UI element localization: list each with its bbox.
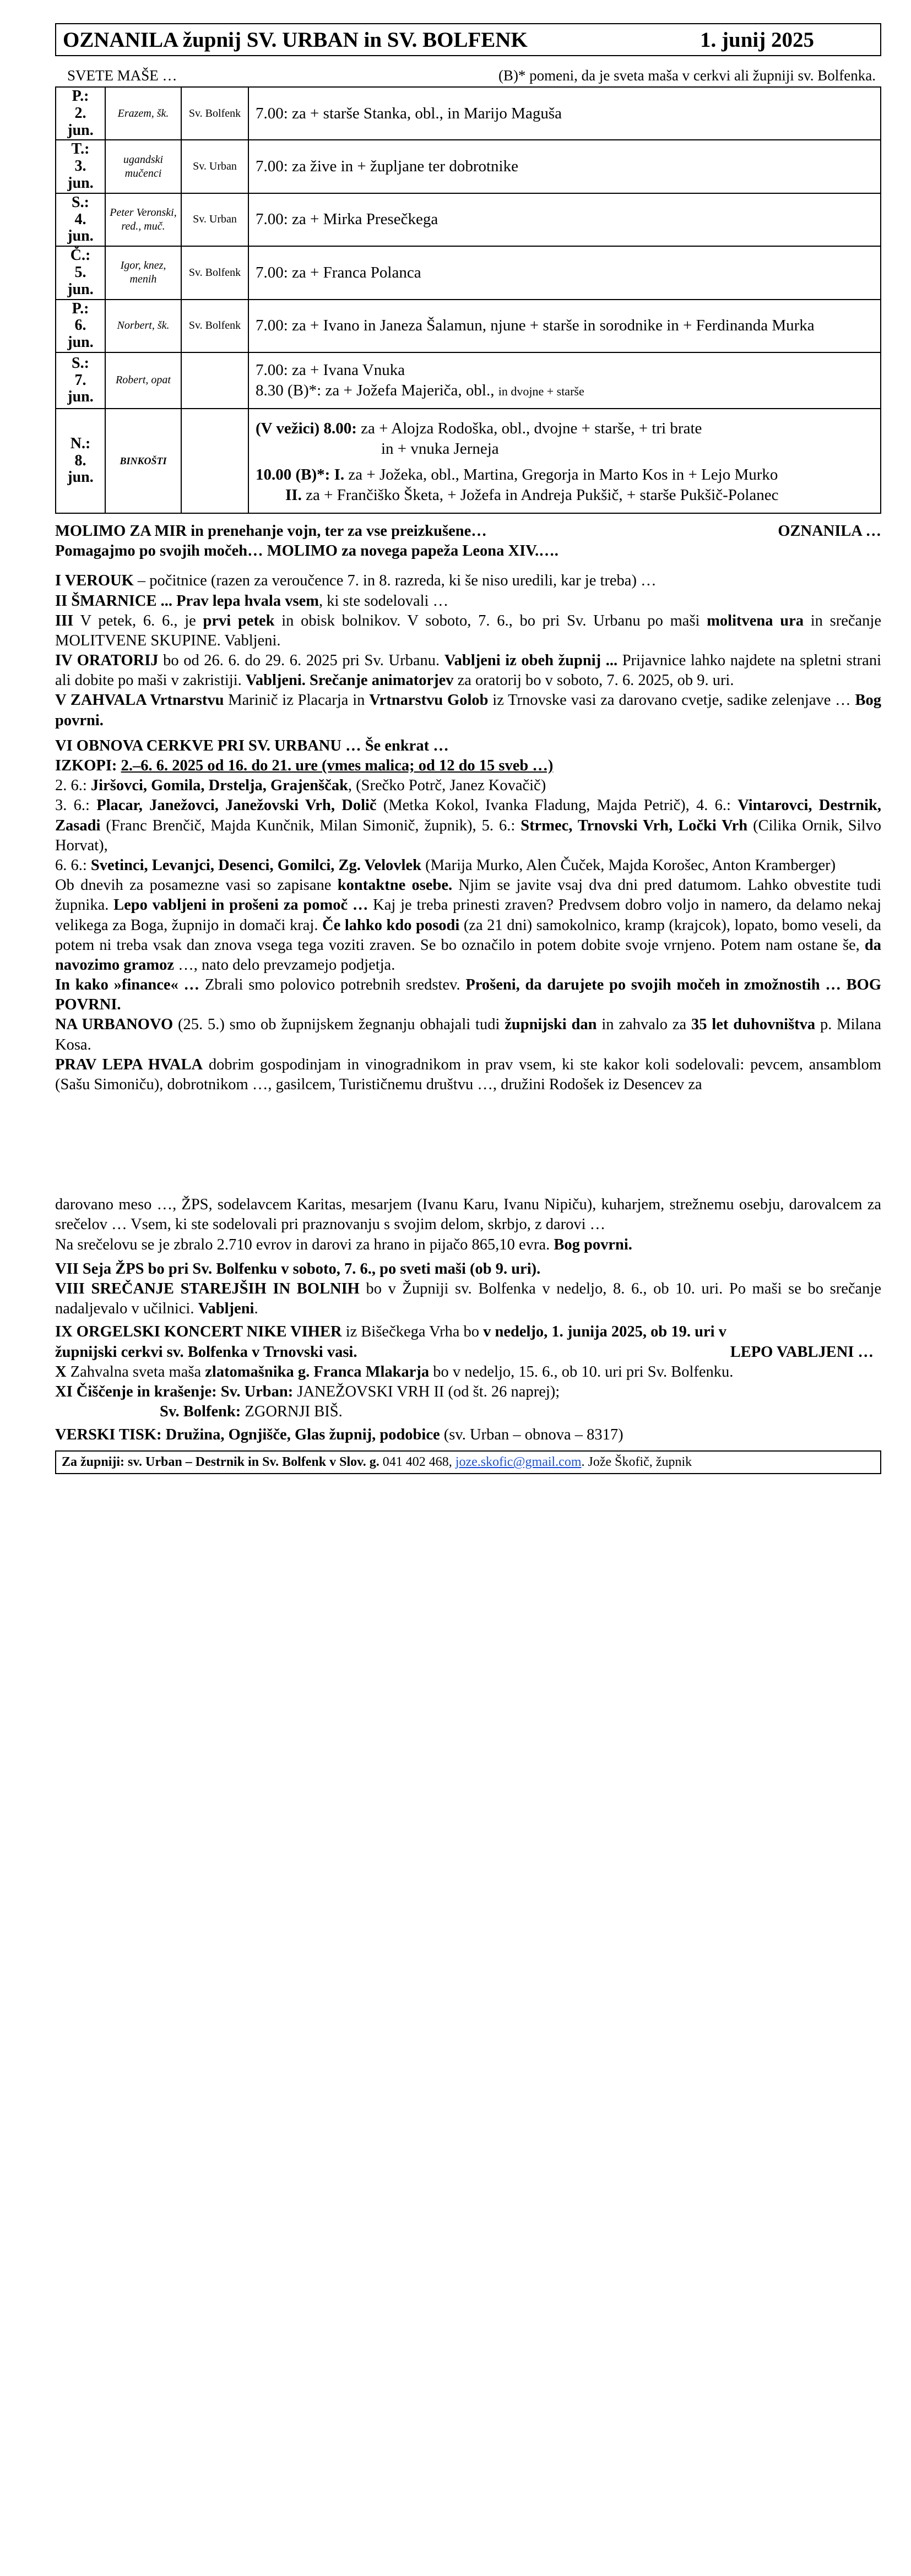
saint-cell: Norbert, šk. (105, 300, 181, 352)
saint-cell: Robert, opat (105, 352, 181, 409)
schedule-row (56, 352, 881, 409)
saint-cell: Erazem, šk. (105, 87, 181, 140)
bulletin-page (55, 23, 881, 1474)
masses-header (67, 67, 876, 84)
renovation-heading: VI OBNOVA CERKVE PRI SV. URBANU … Še enkrat … (55, 737, 449, 754)
bulletin-date: 1. junij 2025 (700, 28, 814, 52)
masses-label: SVETE MAŠE … (67, 67, 177, 84)
schedule-row (56, 193, 881, 246)
thanks-paragraph: PRAV LEPA HVALA dobrim gospodinjam in vinogradnikom in prav vsem, ki ste kakor koli sodelovali: pevcem, ansamblom (Sašu Simoniču), dobrotnikom …, gasilcem, Turističnemu društvu …, družini Rodošek iz Desencev za (55, 1056, 882, 1094)
item-smarnice: II ŠMARNICE ... Prav lepa hvala vsem, ki ste sodelovali … (55, 592, 449, 610)
church-cell: Sv. Bolfenk (181, 87, 248, 140)
schedule-row (56, 140, 881, 193)
item-concert: IX ORGELSKI KONCERT NIKE VIHER iz Bišečkega Vrha bo v nedeljo, 1. junija 2025, ob 19. uri v (55, 1323, 726, 1341)
announcements (55, 521, 881, 1474)
saint-cell: ugandski mučenci (105, 140, 181, 193)
day-3-5-line: 3. 6.: Placar, Janežovci, Janežovski Vrh, Dolič (Metka Kokol, Ivanka Fladung, Majda Petrič), 4. 6.: Vintarovci, Destrnik, Zasadi (Franc Brenčič, Majda Kunčnik, Milan Simonič, župnik), 5. 6.: Strmec, Trnovski Vrh, Ločki Vrh (Cilika Ornik, Silvo Horvat), (55, 797, 882, 854)
day-cell: P.: 2. jun. (56, 87, 105, 140)
prayer-line (55, 521, 881, 541)
mass-intentions-cell: 7.00: za + Franca Polanca (248, 246, 881, 299)
mass-intentions-cell: 7.00: za + Ivana Vnuka 8.30 (B)*: za + Jožefa Majeriča, obl., in dvojne + starše (248, 352, 881, 409)
pope-line: Pomagajmo po svojih močeh… MOLIMO za novega papeža Leona XIV.…. (55, 542, 558, 560)
item-concert-2: župnijski cerkvi sv. Bolfenka v Trnovski vasi. LEPO VABLJENI … (55, 1343, 874, 1361)
day-cell: N.: 8. jun. (56, 409, 105, 513)
church-cell: Sv. Urban (181, 140, 248, 193)
title-box (55, 23, 881, 56)
mass-intentions-cell: 7.00: za + Ivano in Janeza Šalamun, njune + starše in sorodnike in + Ferdinanda Murka (248, 300, 881, 352)
izkopi-line: IZKOPI: 2.–6. 6. 2025 od 16. do 21. ure (vmes malica; od 12 do 15 sveb …) (55, 757, 554, 775)
day-cell: Č.: 5. jun. (56, 246, 105, 299)
blank-gap (55, 1095, 881, 1195)
footer-box (55, 1450, 881, 1474)
mass-intentions-cell: (V vežici) 8.00: za + Alojza Rodoška, obl., dvojne + starše, + tri brate in + vnuka Jerneja 10.00 (B)*: I. za + Jožeka, obl., Martina, Gregorja in Marto Kos in + Lejo Murko II. za + Frančiško Šketa, + Jožefa in Andreja Pukšič, + starše Pukšič-Polanec (248, 409, 881, 513)
mass-intentions-cell: 7.00: za + starše Stanka, obl., in Marijo Maguša (248, 87, 881, 140)
masses-note: (B)* pomeni, da je sveta maša v cerkvi ali župniji sv. Bolfenka. (498, 67, 876, 84)
church-cell: Sv. Urban (181, 193, 248, 246)
finance-paragraph: In kako »finance« … Zbrali smo polovico potrebnih sredstev. Prošeni, da darujete po svojih močeh in zmožnostih … BOG POVRNI. (55, 976, 881, 1014)
day-2-line: 2. 6.: Jiršovci, Gomila, Drstelja, Grajenščak, (Srečko Potrč, Janez Kovačič) (55, 777, 546, 795)
item-verouk: I VEROUK – počitnice (razen za veroučence 7. in 8. razreda, ki še niso uredili, kar je treba) … (55, 572, 657, 590)
day-cell: S.: 7. jun. (56, 352, 105, 409)
day-cell: S.: 4. jun. (56, 193, 105, 246)
email-link[interactable]: joze.skofic@gmail.com (455, 1455, 582, 1470)
schedule-row (56, 409, 881, 513)
saint-cell: Igor, knez, menih (105, 246, 181, 299)
item-first-friday: III V petek, 6. 6., je prvi petek in obisk bolnikov. V soboto, 7. 6., bo pri Sv. Urbanu po maši molitvena ura in srečanje MOLITVENE SKUPINE. Vabljeni. (55, 612, 881, 649)
raffle-line: Na srečelovu se je zbralo 2.710 evrov in darovi za hrano in pijačo 865,10 evra. Bog povrni. (55, 1236, 632, 1253)
saint-cell: BINKOŠTI (105, 409, 181, 513)
day-6-line: 6. 6.: Svetinci, Levanjci, Desenci, Gomilci, Zg. Velovlek (Marija Murko, Alen Čuček, Majda Korošec, Anton Kramberger) (55, 856, 836, 874)
saint-cell: Peter Veronski, red., muč. (105, 193, 181, 246)
religious-press: VERSKI TISK: Družina, Ognjišče, Glas župnij, podobice (sv. Urban – obnova – 8317) (55, 1426, 623, 1444)
mass-intentions-cell: 7.00: za + Mirka Presečkega (248, 193, 881, 246)
page-title: OZNANILA župnij SV. URBAN in SV. BOLFENK (63, 28, 528, 52)
item-jubilarian: X Zahvalna sveta maša zlatomašnika g. Franca Mlakarja bo v nedeljo, 15. 6., ob 10. uri pri Sv. Bolfenku. (55, 1363, 734, 1381)
schedule-row (56, 246, 881, 299)
item-elderly: VIII SREČANJE STAREJŠIH IN BOLNIH bo v Župniji sv. Bolfenka v nedeljo, 8. 6., ob 10. uri. Po maši se bo srečanje nadaljevalo v učilnici. Vabljeni. (55, 1280, 882, 1318)
item-oratorij: IV ORATORIJ bo od 26. 6. do 29. 6. 2025 pri Sv. Urbanu. Vabljeni iz obeh župnij ... Prijavnice lahko najdete na spletni strani ali dobite po maši v zakristiji. Vabljeni. Srečanje animatorjev za oratorij bo v soboto, 7. 6. 2025, ob 9. uri. (55, 652, 881, 689)
church-cell (181, 352, 248, 409)
day-cell: T.: 3. jun. (56, 140, 105, 193)
mass-schedule-table (55, 86, 881, 514)
church-cell (181, 409, 248, 513)
church-cell: Sv. Bolfenk (181, 246, 248, 299)
item-zps: VII Seja ŽPS bo pri Sv. Bolfenku v soboto, 7. 6., po sveti maši (ob 9. uri). (55, 1260, 541, 1278)
mass-intentions-cell: 7.00: za žive in + župljane ter dobrotnike (248, 140, 881, 193)
footer-parishes: Za župniji: sv. Urban – Destrnik in Sv. Bolfenk v Slov. g. (62, 1455, 379, 1470)
thanks-continued: darovano meso …, ŽPS, sodelavcem Karitas, mesarjem (Ivanu Karu, Ivanu Nipiču), kuharjem, strežnemu osebju, darovalcem za srečelov … Vsem, ki ste sodelovali pri praznovanju s svojim delom, skrbjo, z darovi … (55, 1196, 881, 1233)
footer-phone: 041 402 468, (379, 1455, 456, 1470)
item-cleaning: XI Čiščenje in krašenje: Sv. Urban: JANEŽOVSKI VRH II (od št. 26 naprej); (55, 1383, 560, 1400)
day-cell: P.: 6. jun. (56, 300, 105, 352)
schedule-row (56, 87, 881, 140)
prayer-text: MOLIMO ZA MIR in prenehanje vojn, ter za vse preizkušene… (55, 522, 487, 540)
item-cleaning-2: Sv. Bolfenk: ZGORNJI BIŠ. (160, 1403, 343, 1421)
urbanovo-paragraph: NA URBANOVO (25. 5.) smo ob župnijskem žegnanju obhajali tudi župnijski dan in zahvalo za 35 let duhovništva p. Milana Kosa. (55, 1016, 881, 1053)
church-cell: Sv. Bolfenk (181, 300, 248, 352)
contacts-paragraph: Ob dnevih za posamezne vasi so zapisane kontaktne osebe. Njim se javite vsaj dva dni pred datumom. Lahko obvestite tudi župnika. Lepo vabljeni in prošeni za pomoč … Kaj je treba prinesti zraven? Predvsem dobro voljo in namero, da delamo nekaj velikega za Boga, župnijo in domači kraj. Če lahko kdo posodi (za 21 dni) samokolnico, kramp (krajcok), lopato, bomo veseli, da potem ni treba vsak dan znova vsega tega voziti zraven. Se bo označilo in potem dobite svoje vrnjeno. Potem nam ostane še, da navozimo gramoz …, nato delo prevzamejo podjetja. (55, 877, 882, 974)
oznanila-label: OZNANILA … (778, 522, 881, 540)
item-zahvala: V ZAHVALA Vrtnarstvu Marinič iz Placarja in Vrtnarstvu Golob iz Trnovske vasi za darovano cvetje, sadike zelenjave … Bog povrni. (55, 692, 881, 729)
schedule-row (56, 300, 881, 352)
footer-signature: . Jože Škofič, župnik (581, 1455, 692, 1470)
